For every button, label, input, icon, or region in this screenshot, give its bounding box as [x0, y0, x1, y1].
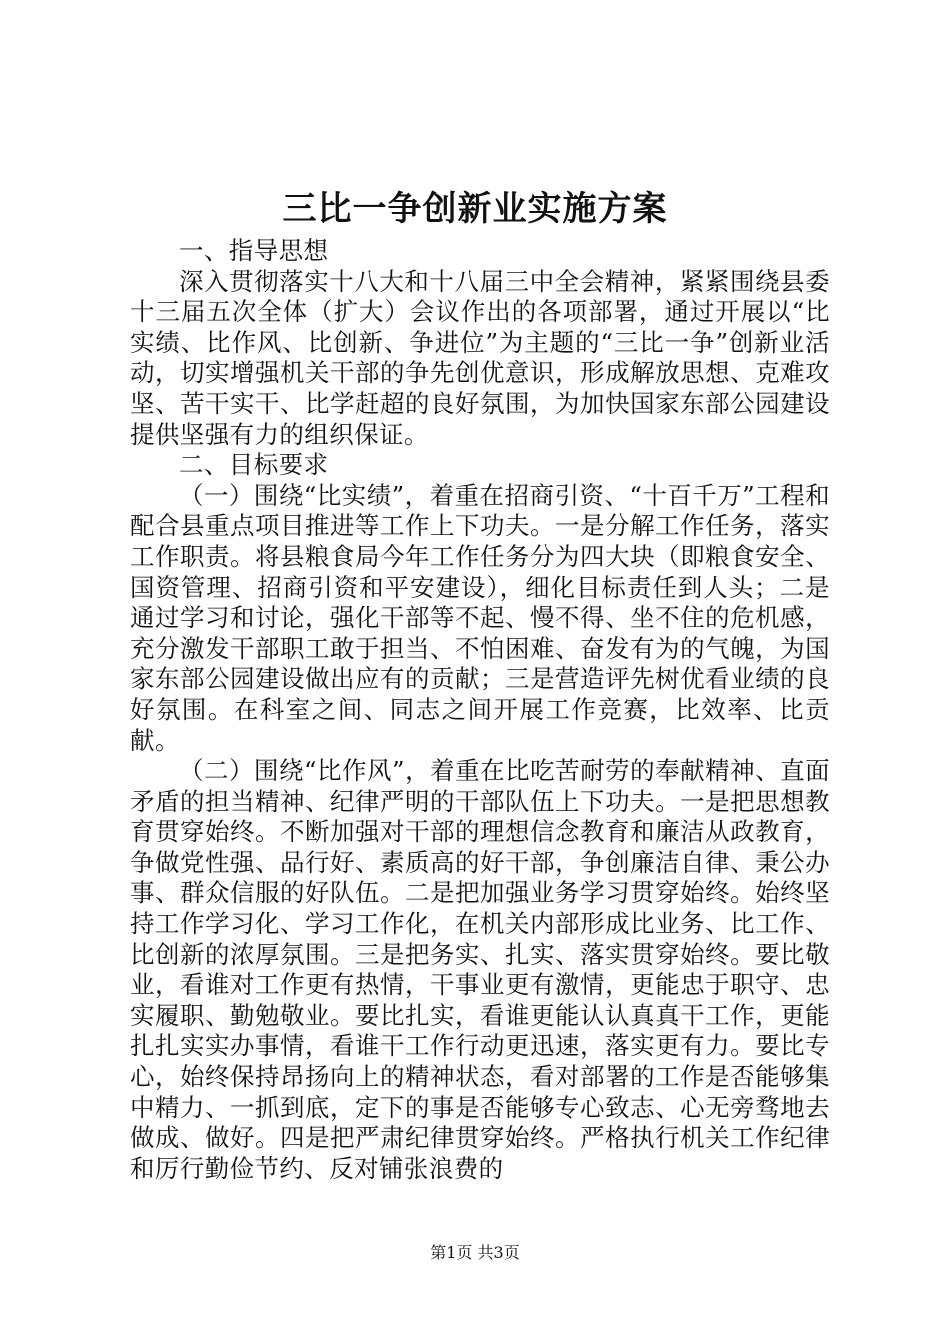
page-footer: 第1页 共3页: [430, 1243, 520, 1262]
section-heading-objectives: 二、目标要求: [179, 450, 329, 480]
page-title: 三比一争创新业实施方案: [282, 189, 668, 229]
paragraph-item-1: （一）围绕“比实绩”，着重在招商引资、“十百千万”工程和配合县重点项目推进等工作上下功夫。一是分解工作任务，落实工作职责。将县粮食局今年工作任务分为四大块（即粮食安全、国资管理、招商引资和平安建设），细化目标责任到人头；二是通过学习和讨论，强化干部等不起、慢不得、坐不住的危机感，充分激发干部职工敢于担当、不怕困难、奋发有为的气魄，为国家东部公园建设做出应有的贡献；三是营造评先树优看业绩的良好氛围。在科室之间、同志之间开展工作竞赛，比效率、比贡献。: [130, 480, 830, 755]
document-body: [130, 236, 830, 1184]
paragraph-guiding-ideology: 深入贯彻落实十八大和十八届三中全会精神，紧紧围绕县委十三届五次全体（扩大）会议作出的各项部署，通过开展以“比实绩、比作风、比创新、争进位”为主题的“三比一争”创新业活动，切实增强机关干部的争先创优意识，形成解放思想、克难攻坚、苦干实干、比学赶超的良好氛围，为加快国家东部公园建设提供坚强有力的组织保证。: [130, 266, 830, 449]
paragraph-item-2: （二）围绕“比作风”，着重在比吃苦耐劳的奉献精神、直面矛盾的担当精神、纪律严明的干部队伍上下功夫。一是把思想教育贯穿始终。不断加强对干部的理想信念教育和廉洁从政教育，争做党性强、品行好、素质高的好干部，争创廉洁自律、秉公办事、群众信服的好队伍。二是把加强业务学习贯穿始终。始终坚持工作学习化、学习工作化，在机关内部形成比业务、比工作、比创新的浓厚氛围。三是把务实、扎实、落实贯穿始终。要比敬业，看谁对工作更有热情，干事业更有激情，更能忠于职守、忠实履职、勤勉敬业。要比扎实，看谁更能认认真真干工作，更能扎扎实实办事情，看谁干工作行动更迅速，落实更有力。要比专心，始终保持昂扬向上的精神状态，看对部署的工作是否能够集中精力、一抓到底，定下的事是否能够专心致志、心无旁骛地去做成、做好。四是把严肃纪律贯穿始终。严格执行机关工作纪律和厉行勤俭节约、反对铺张浪费的: [130, 756, 830, 1183]
section-heading-guiding-ideology: 一、指导思想: [179, 236, 329, 265]
